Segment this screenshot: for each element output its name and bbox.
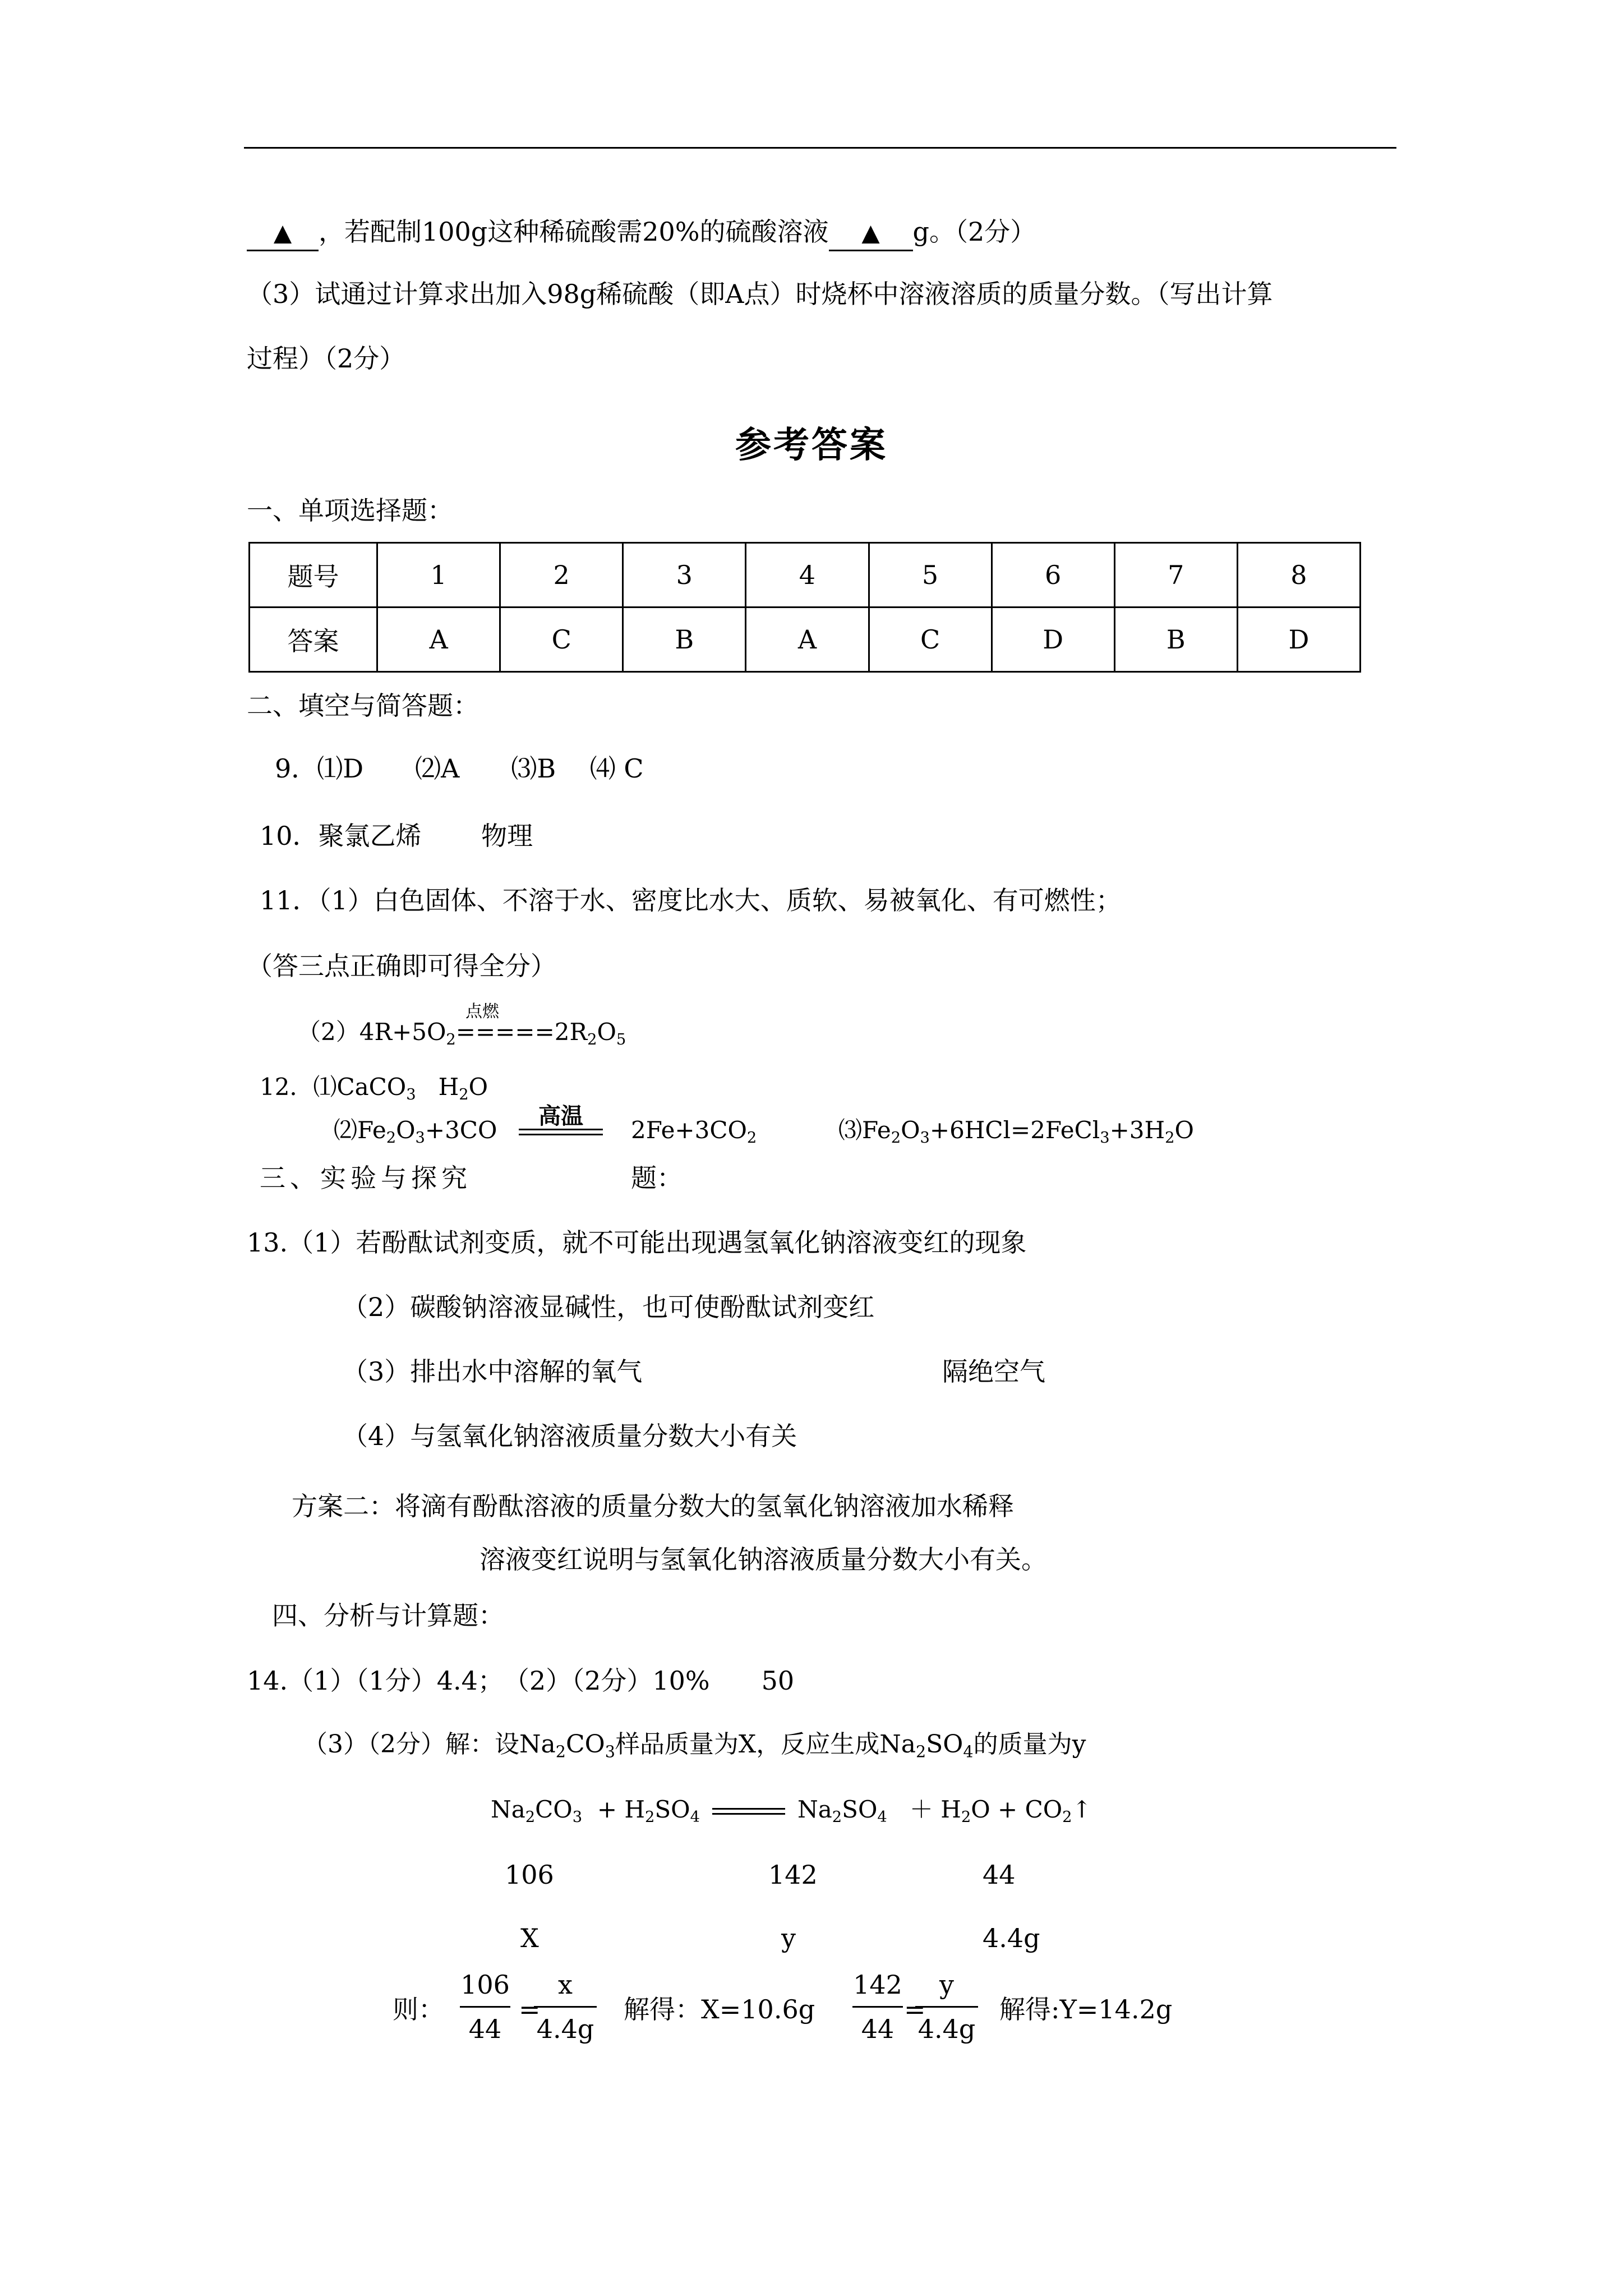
equation-part: 12．⑴CaCO [260, 1073, 407, 1101]
numerator: x [534, 1968, 597, 2008]
condition-label: 高温 [538, 1103, 583, 1129]
molar-mass: 44 [983, 1860, 1016, 1890]
equation-part: ⑵Fe [334, 1116, 386, 1144]
question-number: 6 [992, 543, 1114, 608]
gas-arrow-icon: ↑ [1072, 1796, 1092, 1823]
answer-cell: B [1114, 608, 1237, 672]
equation-part: O [901, 1116, 920, 1144]
denominator: 4.4g [536, 2014, 594, 2044]
subscript: 2 [1165, 1129, 1175, 1147]
plus-sign: ＋ [909, 1796, 933, 1823]
question-number: 7 [1114, 543, 1237, 608]
known-mass: 4.4g [983, 1923, 1040, 1953]
equation-part: H [438, 1073, 459, 1101]
blank-marker: ▲ [273, 219, 292, 246]
answer-9: 9．⑴D ⑵A ⑶B ⑷ C [275, 753, 644, 784]
answer-10: 10．聚氯乙烯 物理 [260, 821, 533, 851]
section3-heading: 三、实验与探究 [260, 1163, 472, 1193]
unknown-var: X [520, 1923, 539, 1953]
question-score: g。（2分） [912, 217, 1036, 247]
formula-part: Na [491, 1796, 525, 1823]
denominator: 4.4g [917, 2014, 976, 2044]
then-label: 则： [393, 1994, 444, 2024]
subscript: 2 [961, 1809, 971, 1826]
fraction [534, 1968, 597, 2046]
section4-heading: 四、分析与计算题： [272, 1600, 504, 1631]
molar-mass: 142 [768, 1860, 818, 1890]
formula-part: Na [797, 1796, 832, 1823]
table-row [250, 543, 1361, 608]
answer-13-3b: 隔绝空气 [942, 1356, 1045, 1387]
subscript: 2 [891, 1129, 901, 1147]
solution-text: 的质量为y [973, 1730, 1086, 1759]
table-row [250, 608, 1361, 672]
plan-two-line1: 方案二：将滴有酚酞溶液的质量分数大的氢氧化钠溶液加水稀释 [292, 1491, 1014, 1521]
subscript: 3 [920, 1129, 930, 1147]
fraction [915, 1968, 978, 2046]
subscript: 3 [415, 1129, 425, 1147]
subscript: 2 [746, 1129, 757, 1147]
equation-part: +6HCl=2FeCl [929, 1116, 1100, 1144]
solution-text: （3）（2分）解：设Na [303, 1730, 556, 1759]
answer-key-title: 参考答案 [735, 425, 888, 466]
fraction [460, 1968, 510, 2046]
subscript: 4 [877, 1809, 887, 1826]
subscript: 4 [690, 1809, 700, 1826]
equation-part: （2）4R+5O [297, 1018, 446, 1046]
equation-part: O [597, 1018, 616, 1046]
unknown-var: y [781, 1923, 796, 1953]
question-number: 2 [500, 543, 623, 608]
subscript: 3 [572, 1809, 583, 1826]
subscript: 2 [525, 1809, 536, 1826]
formula-part: CO [535, 1796, 573, 1823]
solve-result-x: 解得：X=10.6g [624, 1994, 815, 2024]
equation-part: ⑶Fe [838, 1116, 891, 1144]
question-number: 8 [1237, 543, 1360, 608]
equation-part: O [468, 1073, 488, 1101]
answer-cell: D [992, 608, 1114, 672]
equals-sign: = [519, 1994, 541, 2024]
answer-13-1: 13.（1）若酚酞试剂变质，就不可能出现遇氢氧化钠溶液变红的现象 [247, 1227, 1027, 1258]
fraction [852, 1968, 903, 2046]
header-rule [244, 147, 1396, 149]
plus-sign: + [998, 1796, 1018, 1823]
formula-part: O [971, 1796, 990, 1823]
question-fragment-line [247, 215, 1036, 251]
subscript: 2 [832, 1809, 842, 1826]
subscript: 2 [386, 1129, 396, 1147]
equals-bars [712, 1808, 785, 1815]
question-text: ，若配制100g这种稀硫酸需20%的硫酸溶液 [319, 217, 829, 247]
answer-14-3 [303, 1728, 1086, 1761]
answer-12-3 [838, 1114, 1194, 1147]
question-3-line2: 过程）（2分） [247, 343, 405, 374]
formula-part: SO [926, 1730, 963, 1759]
numerator: y [915, 1968, 978, 2008]
formula-part: H [624, 1796, 645, 1823]
question-3-line1: （3）试通过计算求出加入98g稀硫酸（即A点）时烧杯中溶液溶质的质量分数。（写出计算 [247, 279, 1273, 309]
blank-marker: ▲ [861, 219, 880, 246]
subscript: 2 [645, 1809, 655, 1826]
answer-13-3: （3）排出水中溶解的氧气 [342, 1356, 643, 1387]
answer-13-2: （2）碳酸钠溶液显碱性，也可使酚酞试剂变红 [342, 1292, 875, 1322]
equation-part: O [396, 1116, 416, 1144]
solve-result-y: 解得:Y=14.2g [999, 1994, 1173, 2024]
answer-11-note: （答三点正确即可得全分） [247, 951, 556, 981]
subscript: 2 [915, 1742, 926, 1761]
equals-bars [519, 1129, 603, 1135]
equals-sign: = [904, 1994, 926, 2024]
answer-table [248, 542, 1361, 673]
subscript: 2 [1062, 1809, 1072, 1826]
question-number: 1 [377, 543, 500, 608]
answer-12-2-products [631, 1114, 757, 1147]
section3-heading-suffix: 题： [631, 1163, 683, 1193]
answer-12-1 [260, 1070, 488, 1104]
subscript: 2 [587, 1031, 597, 1049]
answer-11-1: 11．（1）白色固体、不溶于水、密度比水大、质软、易被氧化、有可燃性； [260, 885, 1122, 915]
subscript: 2 [446, 1031, 456, 1049]
answer-12-2 [334, 1114, 497, 1147]
question-number: 3 [623, 543, 746, 608]
answer-cell: C [500, 608, 623, 672]
subscript: 3 [1100, 1129, 1110, 1147]
plus-sign: + [597, 1796, 617, 1823]
denominator: 44 [468, 2014, 502, 2044]
solution-text: 样品质量为X，反应生成Na [615, 1730, 916, 1759]
table-header-label: 题号 [250, 543, 377, 608]
subscript: 2 [555, 1742, 566, 1761]
equation-part: +3CO [425, 1116, 497, 1144]
subscript: 2 [459, 1086, 469, 1104]
formula-part: CO [1025, 1796, 1063, 1823]
section2-heading: 二、填空与简答题： [247, 691, 479, 721]
molar-mass: 106 [505, 1860, 554, 1890]
reaction-equation [491, 1793, 1092, 1826]
answer-cell: A [377, 608, 500, 672]
subscript: 3 [406, 1086, 416, 1104]
reaction-condition: 点燃 [465, 1002, 499, 1022]
formula-part: SO [842, 1796, 878, 1823]
subscript: 4 [963, 1742, 974, 1761]
equation-part: =====2R [455, 1018, 588, 1046]
answer-13-4: （4）与氢氧化钠溶液质量分数大小有关 [342, 1421, 797, 1451]
answer-blank [829, 216, 913, 251]
formula-part: SO [654, 1796, 690, 1823]
answer-cell: A [746, 608, 869, 672]
table-answer-label: 答案 [250, 608, 377, 672]
answer-cell: D [1237, 608, 1360, 672]
equation-part: 2Fe+3CO [631, 1116, 747, 1144]
subscript: 3 [605, 1742, 615, 1761]
answer-cell: B [623, 608, 746, 672]
answer-blank [247, 216, 319, 251]
answer-14-1: 14.（1）（1分）4.4； （2）（2分）10% 50 [247, 1665, 795, 1696]
formula-part: CO [565, 1730, 605, 1759]
denominator: 44 [861, 2014, 895, 2044]
section1-heading: 一、单项选择题： [247, 495, 453, 526]
numerator: 106 [460, 1968, 510, 2008]
equation-part: +3H [1109, 1116, 1165, 1144]
answer-cell: C [869, 608, 992, 672]
high-temp-condition [519, 1104, 603, 1135]
question-number: 5 [869, 543, 992, 608]
subscript: 5 [616, 1031, 626, 1049]
plan-two-line2: 溶液变红说明与氢氧化钠溶液质量分数大小有关。 [479, 1544, 1047, 1575]
formula-part: H [940, 1796, 961, 1823]
question-number: 4 [746, 543, 869, 608]
numerator: 142 [852, 1968, 903, 2008]
equation-part: O [1174, 1116, 1194, 1144]
answer-11-2 [297, 1015, 626, 1049]
